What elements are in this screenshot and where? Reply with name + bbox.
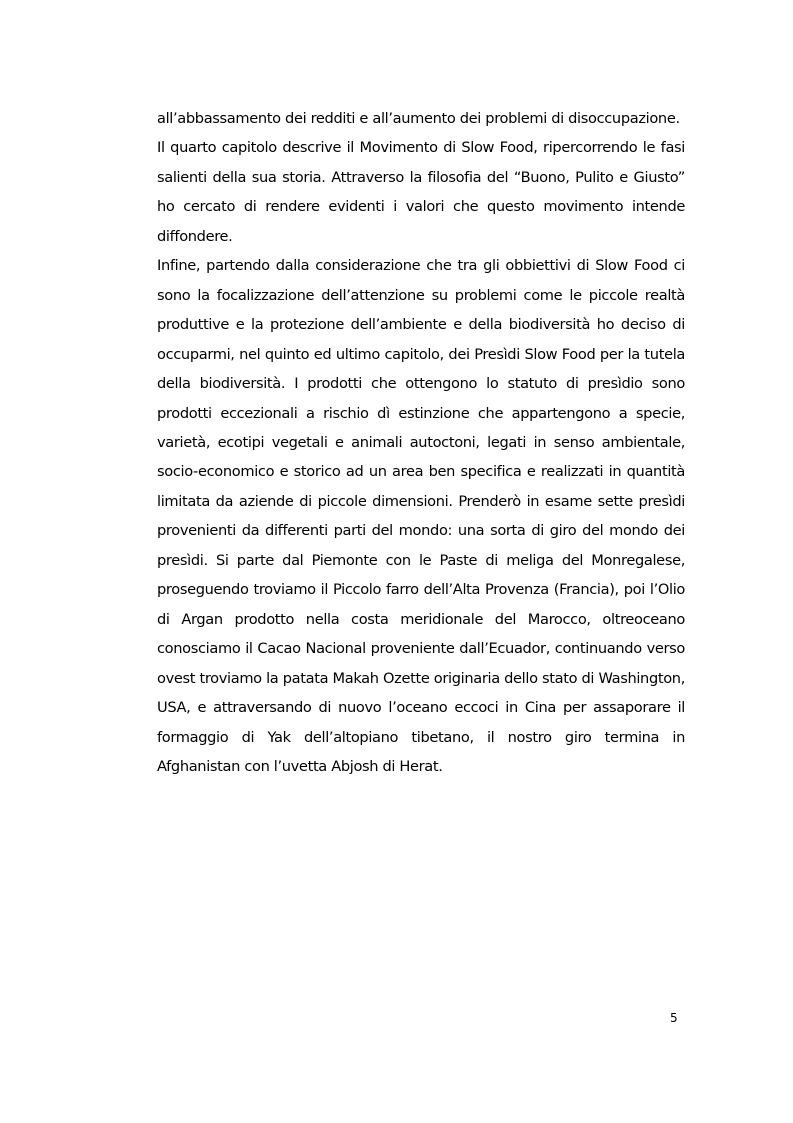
- paragraph-3: Infine, partendo dalla considerazione che tra gli obbiettivi di Slow Food ci sono la focalizzazione dell’attenzione su problemi come le piccole realtà produttive e la protezione dell’ambiente e della biodiversità ho deciso di occuparmi, nel quinto ed ultimo capitolo, dei Presìdi Slow Food per la tutela della biodiversità. I prodotti che ottengono lo statuto di presìdio sono prodotti eccezionali a rischio dì estinzione che appartengono a specie, varietà, ecotipi vegetali e animali autoctoni, legati in senso ambientale, socio-economico e storico ad un area ben specifica e realizzati in quantità limitata da aziende di piccole dimensioni. Prenderò in esame sette presìdi provenienti da differenti parti del mondo: una sorta di giro del mondo dei presìdi. Si parte dal Piemonte con le Paste di meliga del Monregalese, proseguendo troviamo il Piccolo farro dell’Alta Provenza (Francia), poi l’Olio di Argan prodotto nella costa meridionale del Marocco, oltreoceano conosciamo il Cacao Nacional proveniente dall’Ecuador, continuando verso ovest troviamo la patata Makah Ozette originaria dello stato di Washington, USA, e attraversando di nuovo l’oceano eccoci in Cina per assaporare il formaggio di Yak dell’altopiano tibetano, il nostro giro termina in Afghanistan con l’uvetta Abjosh di Herat.: [157, 257, 685, 775]
- page-number: 5: [670, 1011, 678, 1025]
- body-text: [157, 104, 685, 781]
- paragraph-2: Il quarto capitolo descrive il Movimento di Slow Food, ripercorrendo le fasi salienti della sua storia. Attraverso la filosofia del “Buono, Pulito e Giusto” ho cercato di rendere evidenti i valori che questo movimento intende diffondere.: [157, 139, 685, 245]
- paragraph-1: all’abbassamento dei redditi e all’aumento dei problemi di disoccupazione.: [157, 110, 680, 127]
